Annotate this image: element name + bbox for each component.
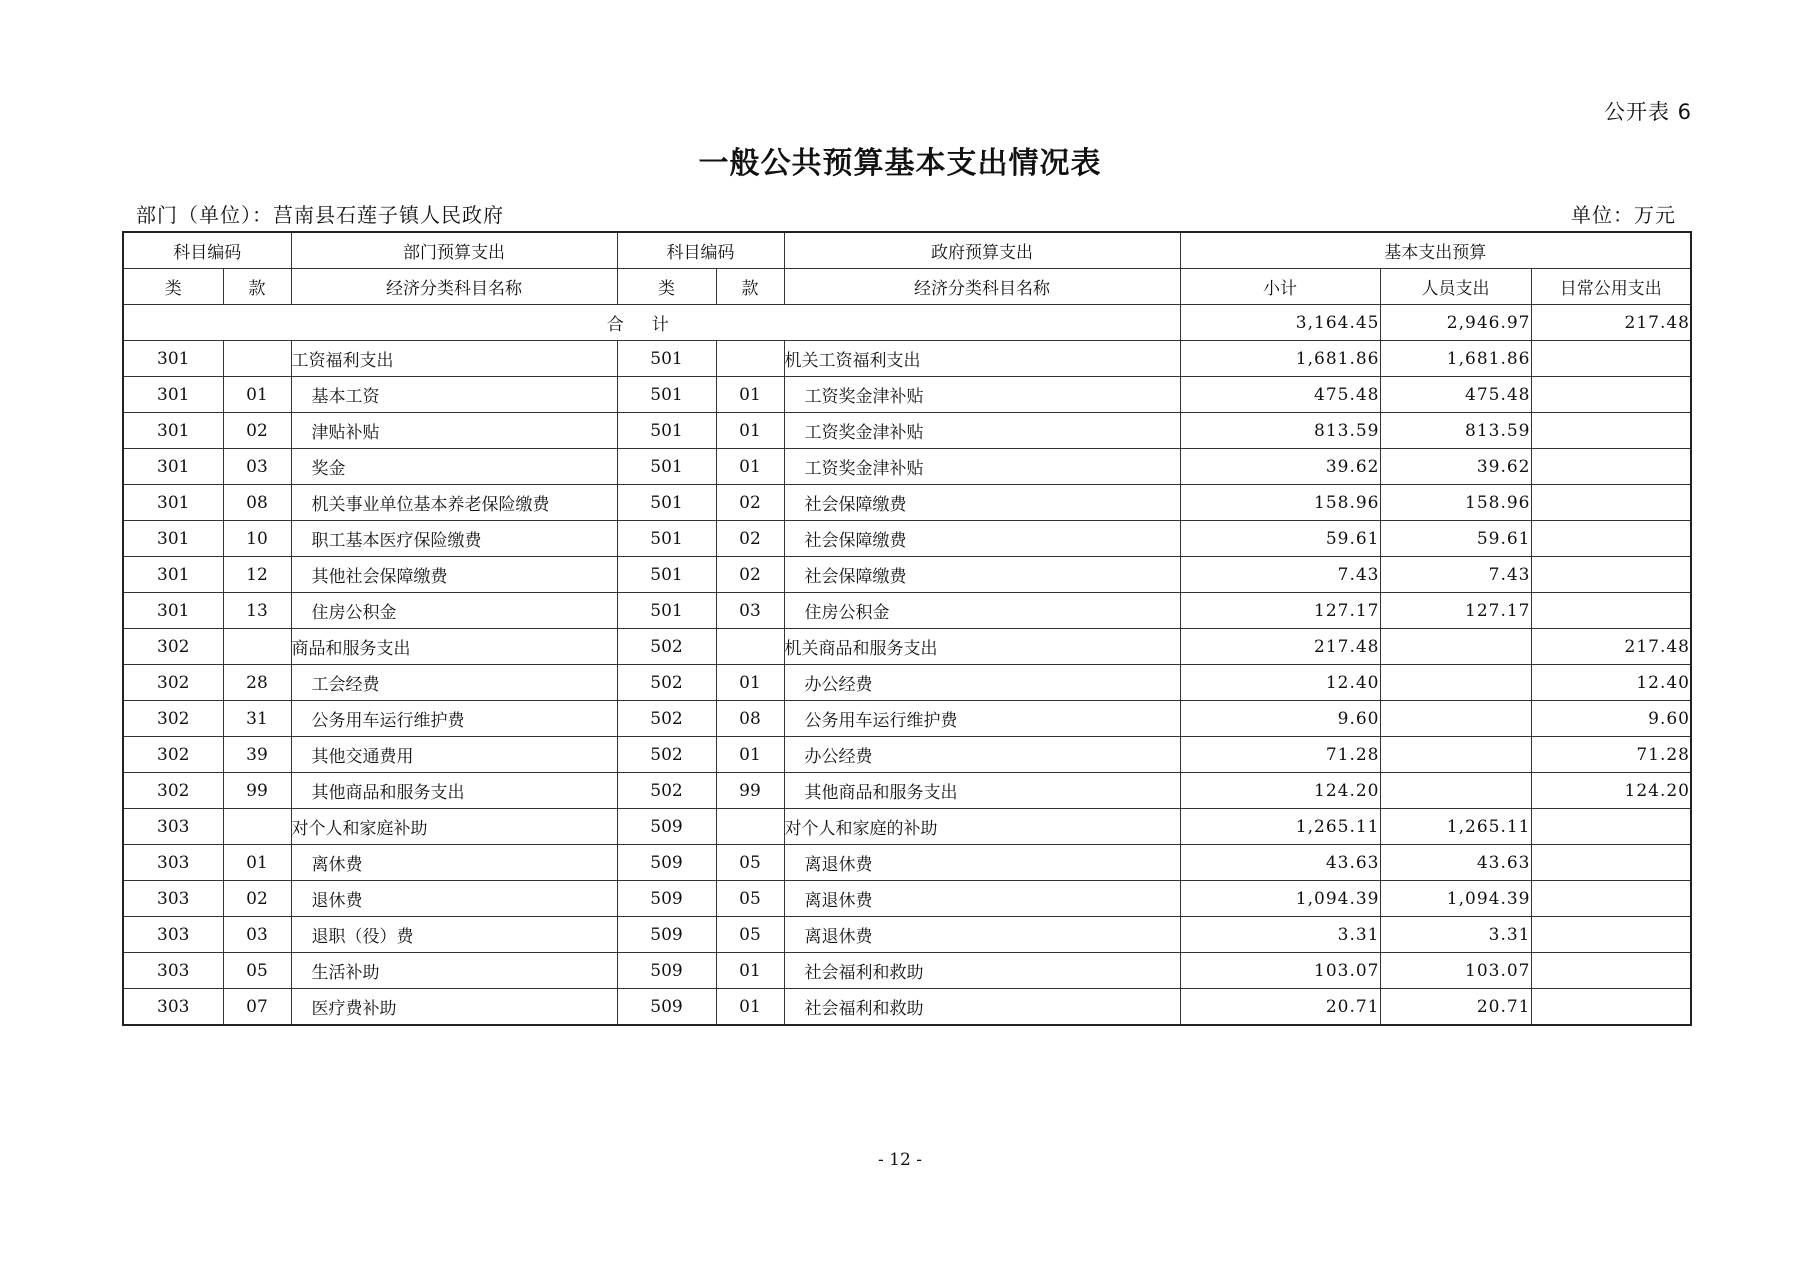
cell-kuan: 12 — [223, 557, 291, 593]
cell-gov-kuan: 01 — [716, 665, 784, 701]
cell-public-use — [1531, 953, 1691, 989]
cell-dept-item-name: 职工基本医疗保险缴费 — [291, 521, 617, 557]
cell-kuan: 07 — [223, 989, 291, 1026]
cell-kuan: 08 — [223, 485, 291, 521]
page-title: 一般公共预算基本支出情况表 — [698, 146, 1102, 181]
cell-kuan: 02 — [223, 881, 291, 917]
cell-gov-item-name: 社会福利和救助 — [784, 989, 1180, 1026]
cell-dept-item-name: 机关事业单位基本养老保险缴费 — [291, 485, 617, 521]
cell-dept-item-name: 生活补助 — [291, 953, 617, 989]
cell-gov-item-name: 公务用车运行维护费 — [784, 701, 1180, 737]
cell-gov-lei: 502 — [617, 701, 716, 737]
cell-gov-item-name: 社会福利和救助 — [784, 953, 1180, 989]
cell-personnel: 59.61 — [1380, 521, 1531, 557]
cell-kuan: 03 — [223, 917, 291, 953]
cell-gov-lei: 501 — [617, 485, 716, 521]
cell-gov-item-name: 社会保障缴费 — [784, 521, 1180, 557]
cell-public-use — [1531, 809, 1691, 845]
header-row-bottom — [123, 269, 1691, 305]
total-personnel: 2,946.97 — [1380, 305, 1531, 341]
cell-subtotal: 71.28 — [1180, 737, 1380, 773]
cell-kuan — [223, 629, 291, 665]
table-row — [123, 773, 1691, 809]
table-row — [123, 989, 1691, 1026]
cell-gov-item-name: 办公经费 — [784, 737, 1180, 773]
total-label: 合计 — [123, 305, 1180, 341]
cell-gov-lei: 509 — [617, 881, 716, 917]
cell-personnel: 7.43 — [1380, 557, 1531, 593]
cell-dept-item-name: 住房公积金 — [291, 593, 617, 629]
cell-lei: 302 — [123, 773, 223, 809]
header-public-use: 日常公用支出 — [1531, 269, 1691, 305]
cell-dept-item-name: 商品和服务支出 — [291, 629, 617, 665]
table-row — [123, 953, 1691, 989]
cell-personnel: 127.17 — [1380, 593, 1531, 629]
cell-public-use — [1531, 845, 1691, 881]
unit-label: 单位：万元 — [1571, 203, 1676, 227]
cell-gov-kuan: 01 — [716, 737, 784, 773]
cell-gov-kuan: 08 — [716, 701, 784, 737]
cell-lei: 303 — [123, 917, 223, 953]
header-gov-budget: 政府预算支出 — [784, 232, 1180, 269]
cell-lei: 302 — [123, 737, 223, 773]
table-row — [123, 377, 1691, 413]
cell-lei: 302 — [123, 629, 223, 665]
form-number: 公开表 6 — [1603, 100, 1692, 124]
cell-gov-lei: 501 — [617, 593, 716, 629]
cell-gov-item-name: 离退休费 — [784, 845, 1180, 881]
cell-kuan: 13 — [223, 593, 291, 629]
cell-public-use: 124.20 — [1531, 773, 1691, 809]
department-label: 部门（单位）：莒南县石莲子镇人民政府 — [136, 203, 504, 227]
cell-public-use: 12.40 — [1531, 665, 1691, 701]
cell-lei: 301 — [123, 341, 223, 377]
cell-gov-kuan — [716, 809, 784, 845]
cell-dept-item-name: 离休费 — [291, 845, 617, 881]
cell-personnel — [1380, 773, 1531, 809]
total-row — [123, 305, 1691, 341]
cell-gov-kuan: 01 — [716, 449, 784, 485]
cell-dept-item-name: 其他社会保障缴费 — [291, 557, 617, 593]
cell-subtotal: 124.20 — [1180, 773, 1380, 809]
header-gov-subject-code: 科目编码 — [617, 232, 784, 269]
cell-subtotal: 1,094.39 — [1180, 881, 1380, 917]
cell-kuan: 39 — [223, 737, 291, 773]
cell-gov-item-name: 工资奖金津补贴 — [784, 449, 1180, 485]
cell-lei: 301 — [123, 377, 223, 413]
cell-gov-kuan: 99 — [716, 773, 784, 809]
cell-public-use — [1531, 917, 1691, 953]
cell-gov-lei: 501 — [617, 557, 716, 593]
cell-public-use — [1531, 881, 1691, 917]
cell-lei: 302 — [123, 701, 223, 737]
cell-public-use — [1531, 989, 1691, 1026]
table-row — [123, 449, 1691, 485]
cell-kuan — [223, 341, 291, 377]
header-subtotal: 小计 — [1180, 269, 1380, 305]
cell-public-use — [1531, 593, 1691, 629]
cell-subtotal: 1,681.86 — [1180, 341, 1380, 377]
cell-kuan: 99 — [223, 773, 291, 809]
table-row — [123, 413, 1691, 449]
cell-gov-item-name: 对个人和家庭的补助 — [784, 809, 1180, 845]
cell-gov-lei: 501 — [617, 413, 716, 449]
total-subtotal: 3,164.45 — [1180, 305, 1380, 341]
cell-lei: 303 — [123, 953, 223, 989]
cell-personnel: 475.48 — [1380, 377, 1531, 413]
cell-kuan: 05 — [223, 953, 291, 989]
cell-lei: 301 — [123, 593, 223, 629]
table-header — [123, 232, 1691, 305]
cell-dept-item-name: 奖金 — [291, 449, 617, 485]
cell-personnel: 1,094.39 — [1380, 881, 1531, 917]
cell-gov-lei: 509 — [617, 845, 716, 881]
cell-gov-item-name: 工资奖金津补贴 — [784, 377, 1180, 413]
cell-subtotal: 813.59 — [1180, 413, 1380, 449]
cell-gov-lei: 501 — [617, 341, 716, 377]
cell-gov-item-name: 机关工资福利支出 — [784, 341, 1180, 377]
cell-gov-lei: 501 — [617, 449, 716, 485]
cell-subtotal: 7.43 — [1180, 557, 1380, 593]
cell-personnel: 3.31 — [1380, 917, 1531, 953]
cell-subtotal: 217.48 — [1180, 629, 1380, 665]
total-public-use: 217.48 — [1531, 305, 1691, 341]
cell-kuan: 02 — [223, 413, 291, 449]
cell-gov-item-name: 住房公积金 — [784, 593, 1180, 629]
cell-public-use — [1531, 449, 1691, 485]
cell-gov-kuan: 02 — [716, 521, 784, 557]
cell-personnel: 1,681.86 — [1380, 341, 1531, 377]
cell-personnel — [1380, 629, 1531, 665]
cell-gov-item-name: 离退休费 — [784, 881, 1180, 917]
cell-gov-lei: 509 — [617, 809, 716, 845]
cell-gov-kuan: 01 — [716, 413, 784, 449]
cell-dept-item-name: 工资福利支出 — [291, 341, 617, 377]
cell-subtotal: 3.31 — [1180, 917, 1380, 953]
cell-subtotal: 158.96 — [1180, 485, 1380, 521]
table-row — [123, 521, 1691, 557]
cell-lei: 303 — [123, 881, 223, 917]
cell-public-use: 9.60 — [1531, 701, 1691, 737]
cell-kuan: 01 — [223, 845, 291, 881]
table-row — [123, 917, 1691, 953]
cell-lei: 301 — [123, 557, 223, 593]
cell-lei: 301 — [123, 449, 223, 485]
cell-personnel — [1380, 701, 1531, 737]
cell-gov-item-name: 办公经费 — [784, 665, 1180, 701]
cell-public-use — [1531, 521, 1691, 557]
cell-gov-kuan — [716, 341, 784, 377]
cell-kuan: 28 — [223, 665, 291, 701]
cell-subtotal: 1,265.11 — [1180, 809, 1380, 845]
table-row — [123, 845, 1691, 881]
cell-personnel: 43.63 — [1380, 845, 1531, 881]
cell-dept-item-name: 退职（役）费 — [291, 917, 617, 953]
cell-dept-item-name: 对个人和家庭补助 — [291, 809, 617, 845]
header-gov-lei: 类 — [617, 269, 716, 305]
cell-kuan: 31 — [223, 701, 291, 737]
header-dept-budget-name: 经济分类科目名称 — [291, 269, 617, 305]
cell-public-use: 217.48 — [1531, 629, 1691, 665]
table-row — [123, 485, 1691, 521]
cell-kuan: 03 — [223, 449, 291, 485]
header-gov-budget-name: 经济分类科目名称 — [784, 269, 1180, 305]
cell-personnel: 158.96 — [1380, 485, 1531, 521]
cell-dept-item-name: 医疗费补助 — [291, 989, 617, 1026]
header-gov-kuan: 款 — [716, 269, 784, 305]
cell-dept-item-name: 基本工资 — [291, 377, 617, 413]
cell-lei: 301 — [123, 413, 223, 449]
cell-subtotal: 103.07 — [1180, 953, 1380, 989]
cell-gov-kuan: 01 — [716, 953, 784, 989]
cell-gov-kuan: 01 — [716, 989, 784, 1026]
cell-gov-lei: 509 — [617, 917, 716, 953]
cell-gov-lei: 502 — [617, 665, 716, 701]
cell-gov-kuan: 01 — [716, 377, 784, 413]
table-row — [123, 809, 1691, 845]
cell-subtotal: 127.17 — [1180, 593, 1380, 629]
cell-gov-kuan: 05 — [716, 881, 784, 917]
header-kuan: 款 — [223, 269, 291, 305]
cell-gov-kuan: 02 — [716, 485, 784, 521]
cell-subtotal: 12.40 — [1180, 665, 1380, 701]
cell-gov-lei: 509 — [617, 989, 716, 1026]
cell-dept-item-name: 津贴补贴 — [291, 413, 617, 449]
cell-dept-item-name: 公务用车运行维护费 — [291, 701, 617, 737]
header-lei: 类 — [123, 269, 223, 305]
table-row — [123, 737, 1691, 773]
cell-public-use: 71.28 — [1531, 737, 1691, 773]
cell-personnel: 103.07 — [1380, 953, 1531, 989]
cell-personnel: 39.62 — [1380, 449, 1531, 485]
header-subject-code: 科目编码 — [123, 232, 291, 269]
cell-public-use — [1531, 341, 1691, 377]
cell-personnel: 1,265.11 — [1380, 809, 1531, 845]
cell-gov-lei: 501 — [617, 377, 716, 413]
cell-subtotal: 9.60 — [1180, 701, 1380, 737]
header-row-top — [123, 232, 1691, 269]
cell-lei: 303 — [123, 989, 223, 1026]
cell-gov-item-name: 工资奖金津补贴 — [784, 413, 1180, 449]
cell-gov-kuan — [716, 629, 784, 665]
header-dept-budget: 部门预算支出 — [291, 232, 617, 269]
cell-gov-item-name: 其他商品和服务支出 — [784, 773, 1180, 809]
table-row — [123, 341, 1691, 377]
cell-dept-item-name: 退休费 — [291, 881, 617, 917]
cell-gov-kuan: 02 — [716, 557, 784, 593]
cell-kuan: 10 — [223, 521, 291, 557]
cell-subtotal: 43.63 — [1180, 845, 1380, 881]
table-row — [123, 593, 1691, 629]
cell-lei: 303 — [123, 845, 223, 881]
cell-gov-kuan: 03 — [716, 593, 784, 629]
cell-lei: 303 — [123, 809, 223, 845]
cell-personnel — [1380, 737, 1531, 773]
table-row — [123, 701, 1691, 737]
cell-subtotal: 20.71 — [1180, 989, 1380, 1026]
table-body — [123, 305, 1691, 1026]
table-row — [123, 557, 1691, 593]
cell-lei: 302 — [123, 665, 223, 701]
cell-gov-item-name: 机关商品和服务支出 — [784, 629, 1180, 665]
cell-kuan — [223, 809, 291, 845]
table-row — [123, 665, 1691, 701]
cell-dept-item-name: 其他商品和服务支出 — [291, 773, 617, 809]
cell-gov-kuan: 05 — [716, 917, 784, 953]
cell-dept-item-name: 工会经费 — [291, 665, 617, 701]
table-row — [123, 629, 1691, 665]
cell-gov-kuan: 05 — [716, 845, 784, 881]
cell-personnel — [1380, 665, 1531, 701]
cell-lei: 301 — [123, 485, 223, 521]
cell-public-use — [1531, 557, 1691, 593]
budget-table — [122, 231, 1692, 1026]
cell-gov-lei: 502 — [617, 629, 716, 665]
table-row — [123, 881, 1691, 917]
cell-personnel: 813.59 — [1380, 413, 1531, 449]
page-number: - 12 - — [878, 1150, 922, 1170]
cell-personnel: 20.71 — [1380, 989, 1531, 1026]
cell-kuan: 01 — [223, 377, 291, 413]
header-basic-budget: 基本支出预算 — [1180, 232, 1691, 269]
cell-gov-lei: 501 — [617, 521, 716, 557]
cell-subtotal: 475.48 — [1180, 377, 1380, 413]
cell-gov-lei: 502 — [617, 737, 716, 773]
cell-gov-item-name: 社会保障缴费 — [784, 485, 1180, 521]
cell-gov-lei: 509 — [617, 953, 716, 989]
header-personnel: 人员支出 — [1380, 269, 1531, 305]
cell-subtotal: 39.62 — [1180, 449, 1380, 485]
cell-subtotal: 59.61 — [1180, 521, 1380, 557]
cell-lei: 301 — [123, 521, 223, 557]
cell-public-use — [1531, 413, 1691, 449]
cell-public-use — [1531, 377, 1691, 413]
cell-dept-item-name: 其他交通费用 — [291, 737, 617, 773]
cell-gov-item-name: 离退休费 — [784, 917, 1180, 953]
cell-gov-lei: 502 — [617, 773, 716, 809]
cell-gov-item-name: 社会保障缴费 — [784, 557, 1180, 593]
cell-public-use — [1531, 485, 1691, 521]
